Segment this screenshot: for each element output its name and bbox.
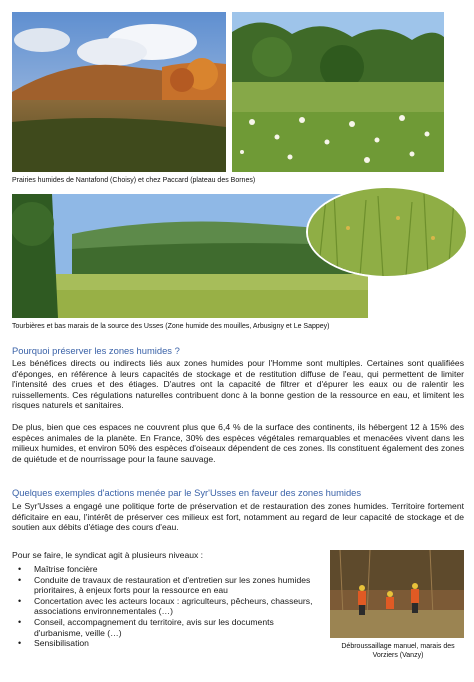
list-item: • Maîtrise foncière bbox=[12, 564, 318, 575]
photo-paccard-meadow bbox=[232, 12, 444, 172]
photo-nantafond-hill bbox=[12, 12, 226, 172]
caption-middle: Tourbières et bas marais de la source des Usses (Zone humide des mouilles, Arbusigny et Le Sappey) bbox=[12, 323, 330, 330]
section-why-paragraph-2: De plus, bien que ces espaces ne couvrent plus que 6,4 % de la surface des continents, ils hébergent 12 à 15% des espèces animales de la planète. En France, 30% des espèces végétales remarquables et menacées vivent dans les milieux humides, et environ 50% des espèces d'oiseaux dépendent de ces zones. Ils constituent également des zones de quiétude et de nourrissage pour la faune sauvage. bbox=[12, 422, 464, 464]
photo-vorziers-clearing bbox=[330, 550, 464, 638]
section-actions-paragraph: Le Syr'Usses a engagé une politique forte de préservation et de restauration des zones humides. Territoire fortement déficitaire en eau, l'intérêt de préserver ces milieux est fort, notamment au regard de leur capacité de stockage et de soutien aux débits d'étiage des cours d'eau. bbox=[12, 501, 464, 533]
section-heading-why: Pourquoi préserver les zones humides ? bbox=[12, 345, 180, 356]
list-item: • Concertation avec les acteurs locaux : agriculteurs, pêcheurs, chasseurs, associations environnementales (…) bbox=[12, 596, 318, 617]
section-why-paragraph-1: Les bénéfices directs ou indirects liés aux zones humides pour l'Homme sont multiples. Certaines sont qualifiées d'éponges, en référence à leurs capacités de stockage et de restitution diffuse de l'eau, qui permettent de limiter l'intensité des crues et des étiages. D'autres ont la capacité de filtrer et d'épurer les eaux ou de ralentir les ruissellements. Ces régulations naturelles contribuent donc à la bonne gestion de la ressource en eau, et limitent les risques naturels et sanitaires. bbox=[12, 358, 464, 411]
section-heading-actions: Quelques exemples d'actions menée par le Syr'Usses en faveur des zones humides bbox=[12, 487, 362, 498]
list-item: • Conduite de travaux de restauration et d'entretien sur les zones humides prioritaires, à enjeux forts pour la ressource en eau bbox=[12, 575, 318, 596]
caption-top: Prairies humides de Nantafond (Choisy) et chez Paccard (plateau des Bornes) bbox=[12, 177, 256, 184]
section-actions-intro: Pour se faire, le syndicat agit à plusieurs niveaux : bbox=[12, 550, 204, 560]
photo-usses-inset bbox=[306, 186, 468, 278]
list-item: • Sensibilisation bbox=[12, 638, 318, 649]
actions-list bbox=[12, 564, 318, 649]
caption-bottom: Débroussaillage manuel, marais des Vorziers (Vanzy) bbox=[341, 643, 455, 659]
list-item: • Conseil, accompagnement du territoire, avis sur les documents d'urbanisme, veille (…) bbox=[12, 617, 318, 638]
